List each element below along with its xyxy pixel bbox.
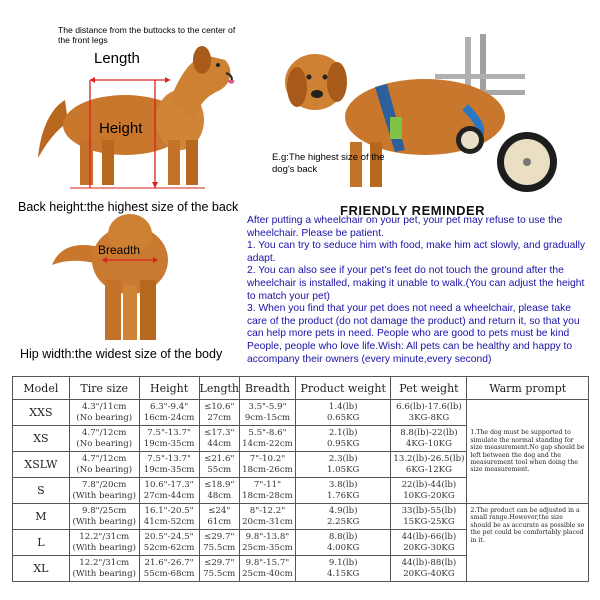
breadth-cell: 7"-10.2" 18cm-26cm (240, 452, 296, 478)
product-weight-cell: 9.1(lb) 4.15KG (295, 556, 391, 582)
pet-weight-cell: 33(lb)-55(lb) 15KG-25KG (391, 504, 467, 530)
header-warm-prompt: Warm prompt (467, 377, 589, 400)
length-cell: ≤24" 61cm (199, 504, 239, 530)
breadth-cell: 3.5"-5.9" 9cm-15cm (240, 400, 296, 426)
reminder-body (247, 215, 592, 366)
height-cell: 20.5"-24.5" 52cm-62cm (139, 530, 199, 556)
header-length: Length (199, 377, 239, 400)
header-tire-size: Tire size (69, 377, 139, 400)
breadth-cell: 8"-12.2" 20cm-31cm (240, 504, 296, 530)
pet-weight-cell: 8.8(lb)-22(lb) 4KG-10KG (391, 426, 467, 452)
model-cell: XL (13, 556, 70, 582)
tire-cell: 4.7"/12cm (No bearing) (69, 426, 139, 452)
product-weight-cell: 2.1(lb) 0.95KG (295, 426, 391, 452)
reminder-paragraph: 3. When you find that your pet does not need a wheelchair, please take care of the product (do not damage the product) and return it, so that you can help more pets in need. People who are good to pets must be kind People, people who love life.Wish: All pets can be healthy and happy to accompany their owners (every minute,every second) (247, 303, 580, 365)
tire-cell: 7.8"/20cm (With bearing) (69, 478, 139, 504)
table-header-row (13, 377, 589, 400)
highest-size-note: E.g:The highest size of the dog's back (272, 152, 385, 175)
size-spec-table (12, 376, 589, 582)
height-cell: 6.3"-9.4" 16cm-24cm (139, 400, 199, 426)
reminder-title: FRIENDLY REMINDER (340, 203, 486, 218)
header-height: Height (139, 377, 199, 400)
header-breadth: Breadth (240, 377, 296, 400)
pet-weight-cell: 44(lb)-88(lb) 20KG-40KG (391, 556, 467, 582)
reminder-paragraph: After putting a wheelchair on your pet, your pet may refuse to use the wheelchair. Please be patient. (247, 215, 563, 239)
length-cell: ≤29.7" 75.5cm (199, 530, 239, 556)
model-cell: M (13, 504, 70, 530)
header-pet-weight: Pet weight (391, 377, 467, 400)
header-product-weight: Product weight (295, 377, 391, 400)
product-weight-cell: 3.8(lb) 1.76KG (295, 478, 391, 504)
height-cell: 16.1"-20.5" 41cm-52cm (139, 504, 199, 530)
header-model: Model (13, 377, 70, 400)
tire-cell: 12.2"/31cm (With bearing) (69, 556, 139, 582)
pet-weight-cell: 13.2(lb)-26.5(lb) 6KG-12KG (391, 452, 467, 478)
length-cell: ≤18.9" 48cm (199, 478, 239, 504)
reminder-paragraph: 1. You can try to seduce him with food, make him act slowly, and gradually adapt. (247, 240, 586, 264)
warm-prompt-cell-2: 2.The product can be adjusted in a small range.However,the size should be as accurate as possible so the pet could be comfortably placed in it. (467, 504, 589, 582)
breadth-label: Breadth (98, 243, 141, 257)
length-cell: ≤17.3" 44cm (199, 426, 239, 452)
model-cell: XXS (13, 400, 70, 426)
tire-cell: 9.8"/25cm (With bearing) (69, 504, 139, 530)
height-label: Height (99, 120, 143, 137)
breadth-cell: 9.8"-13.8" 25cm-35cm (240, 530, 296, 556)
length-cell: ≤10.6" 27cm (199, 400, 239, 426)
height-cell: 7.5"-13.7" 19cm-35cm (139, 426, 199, 452)
breadth-cell: 5.5"-8.6" 14cm-22cm (240, 426, 296, 452)
product-weight-cell: 4.9(lb) 2.25KG (295, 504, 391, 530)
back-length-note: The distance from the buttocks to the center of the front legs (58, 25, 236, 45)
model-cell: L (13, 530, 70, 556)
hip-width-caption: Hip width:the widest size of the body (20, 347, 223, 361)
table-row (13, 400, 589, 426)
height-cell: 21.6"-26.7" 55cm-68cm (139, 556, 199, 582)
pet-weight-cell: 22(lb)-44(lb) 10KG-20KG (391, 478, 467, 504)
reminder-paragraph: 2. You can also see if your pet's feet do not touch the ground after the wheelchair is installed, making it unable to walk.(You can adjust the height to match your pet) (247, 265, 585, 302)
breadth-cell: 7"-11" 18cm-28cm (240, 478, 296, 504)
pet-weight-cell: 6.6(lb)-17.6(lb) 3KG-8KG (391, 400, 467, 426)
model-cell: XSLW (13, 452, 70, 478)
product-weight-cell: 8.8(lb) 4.00KG (295, 530, 391, 556)
tire-cell: 4.7"/12cm (No bearing) (69, 452, 139, 478)
tire-cell: 4.3"/11cm (No bearing) (69, 400, 139, 426)
breadth-cell: 9.8"-15.7" 25cm-40cm (240, 556, 296, 582)
product-weight-cell: 2.3(lb) 1.05KG (295, 452, 391, 478)
table-row (13, 504, 589, 530)
dog-rear-illustration (50, 210, 200, 348)
pet-weight-cell: 44(lb)-66(lb) 20KG-30KG (391, 530, 467, 556)
length-cell: ≤29.7" 75.5cm (199, 556, 239, 582)
length-label: Length (94, 50, 140, 67)
height-cell: 7.5"-13.7" 19cm-35cm (139, 452, 199, 478)
length-cell: ≤21.6" 55cm (199, 452, 239, 478)
height-cell: 10.6"-17.3" 27cm-44cm (139, 478, 199, 504)
warm-prompt-cell-1: 1.The dog must be supported to simulate the normal standing for size measurement.No gap should be left between the dog and the measurement tool when doing the size measurement. (467, 400, 589, 504)
model-cell: XS (13, 426, 70, 452)
tire-cell: 12.2"/31cm (With bearing) (69, 530, 139, 556)
back-height-caption: Back height:the highest size of the back (18, 200, 239, 214)
product-weight-cell: 1.4(lb) 0.65KG (295, 400, 391, 426)
dog-wheelchair-illustration (275, 32, 575, 202)
model-cell: S (13, 478, 70, 504)
